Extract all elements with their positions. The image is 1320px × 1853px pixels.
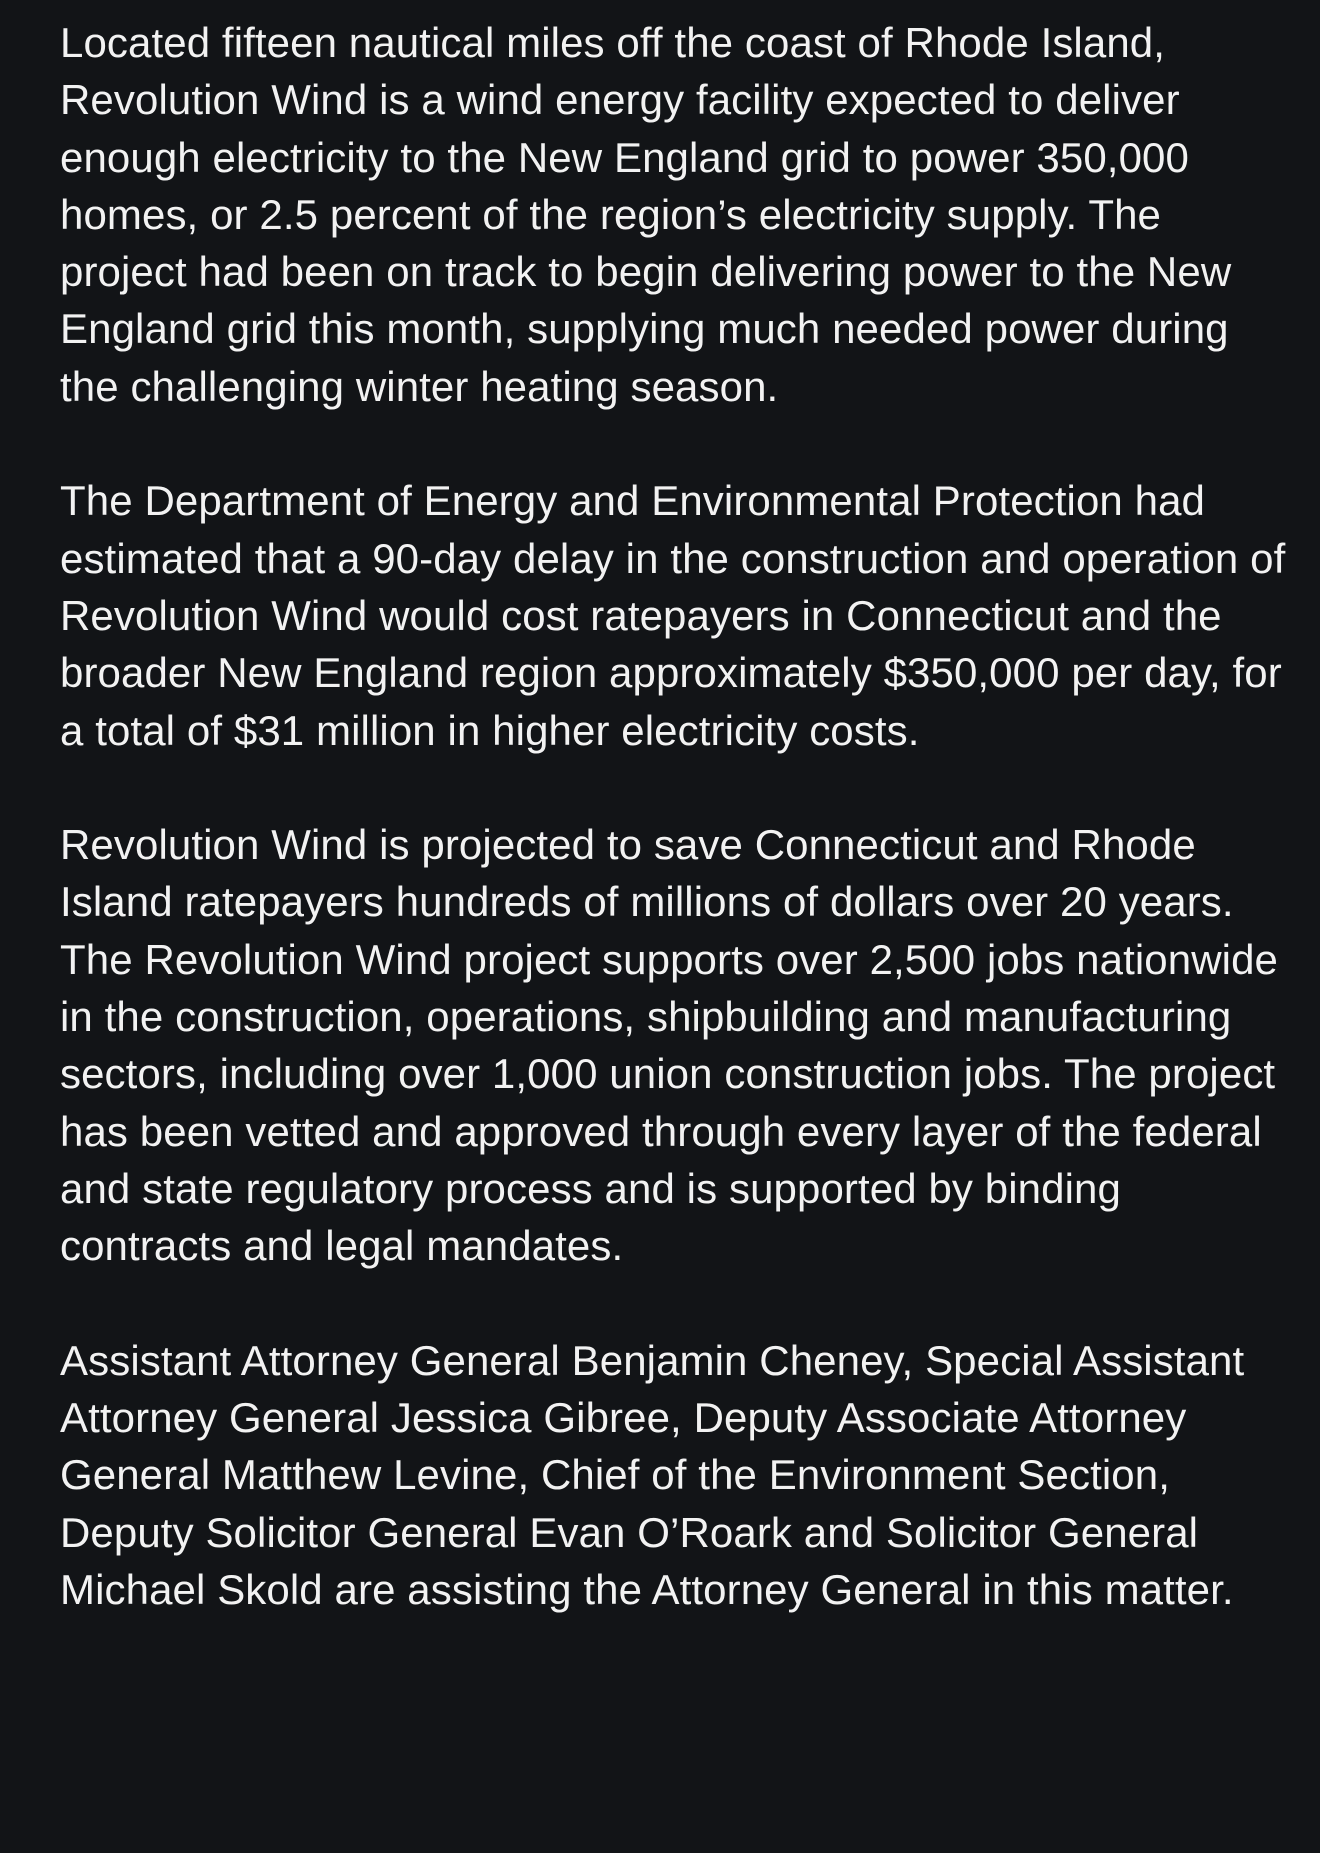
paragraph-legal-team: Assistant Attorney General Benjamin Cheney, Special Assistant Attorney General Jessica Gibree, Deputy Associate Attorney General Matthew Levine, Chief of the Environment Section, Deputy Solicitor General Evan O’Roark and Solicitor General Michael Skold are assisting the Attorney General in this matter. [60,1336,1245,1614]
article-body [60,14,1290,1618]
paragraph-revolution-wind-overview: Located fifteen nautical miles off the coast of Rhode Island, Revolution Wind is a wind energy facility expected to deliver enough electricity to the New England grid to power 350,000 homes, or 2.5 percent of the region’s electricity supply. The project had been on track to begin delivering power to the New England grid this month, supplying much needed power during the challenging winter heating season. [60,19,1232,410]
paragraph-delay-cost-estimate: The Department of Energy and Environmental Protection had estimated that a 90-day delay in the construction and operation of Revolution Wind would cost ratepayers in Connecticut and the broader New England region approximately $350,000 per day, for a total of $31 million in higher electricity costs. [60,477,1286,754]
paragraph-savings-and-jobs: Revolution Wind is projected to save Connecticut and Rhode Island ratepayers hundreds of millions of dollars over 20 years. The Revolution Wind project supports over 2,500 jobs nationwide in the construction, operations, shipbuilding and manufacturing sectors, including over 1,000 union construction jobs. The project has been vetted and approved through every layer of the federal and state regulatory process and is supported by binding contracts and legal mandates. [60,821,1278,1270]
